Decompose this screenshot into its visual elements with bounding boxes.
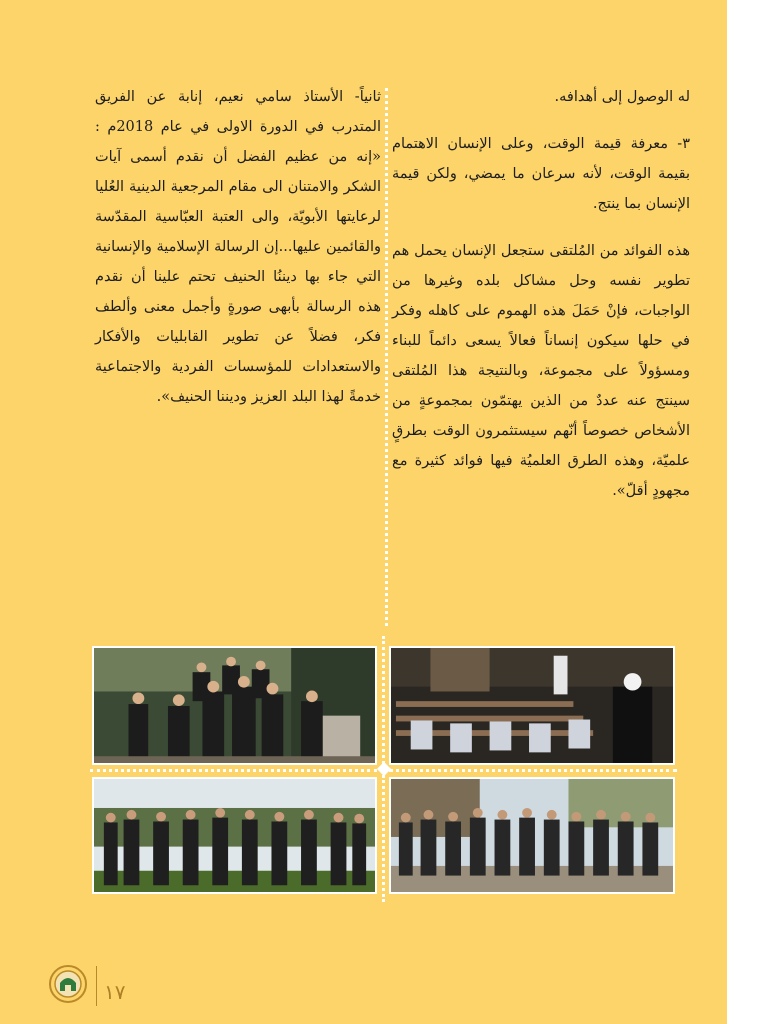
photo-divider [382, 636, 385, 764]
text-column-left [95, 82, 381, 429]
white-margin [727, 0, 767, 1024]
shrine-logo-icon [48, 964, 88, 1004]
seminar-hall-photo [389, 646, 675, 765]
photo-divider [90, 769, 377, 772]
footer-separator [96, 966, 97, 1006]
text-column-right [392, 82, 690, 523]
group-photo-garden [92, 646, 377, 765]
outdoor-group-photo [92, 777, 377, 894]
column-divider [385, 88, 388, 626]
paragraph: ثانياً- الأستاذ سامي نعيم، إنابة عن الفريق المتدرب في الدورة الاولى في عام 2018م : «إنه من عظيم الفضل أن نقدم أسمى آيات الشكر والامتنان الى مقام المرجعية الدينية العُليا لرعايتها الأبويّة، والى العتبة العبّاسية المقدّسة والقائمين عليها...إن الرسالة الإسلامية والإنسانية التي جاء بها ديننُا الحنيف تحتم علينا أن نقدم هذه الرسالة بأبهى صورةٍ وأجمل معنى وألطف فكر، فضلاً عن تطوير القابليات والأفكار والاستعدادات للمؤسسات الفردية والاجتماعية خدمةً لهذا البلد العزيز وديننا الحنيف». [95, 89, 381, 405]
photo-divider [382, 775, 385, 902]
page-number: ١٧ [104, 980, 126, 1004]
courtyard-group-photo [389, 777, 675, 894]
photo-divider [389, 769, 677, 772]
paragraph: هذه الفوائد من المُلتقى ستجعل الإنسان يحمل هم تطوير نفسه وحل مشاكل بلده وغيرها من الواجبات، فإنْ حَمَلَ هذه الهموم على كاهله وفكر في حلها سيكون إنساناً فعالاً يسعى دائماً للبناء ومسؤولاً على مجموعة، وبالنتيجة هذا المُلتقى سينتج عنه عددٌ من الذين يهتمّون بمجموعةٍ من الأشخاص خصوصاً أنّهم سيستثمرون الوقت بطرقٍ علميّة، وهذه الطرق العلميُة فيها فوائد كثيرة مع مجهودٍ أقلّ». [392, 243, 690, 499]
paragraph: له الوصول إلى أهدافه. [554, 89, 690, 105]
paragraph: ٣- معرفة قيمة الوقت، وعلى الإنسان الاهتمام بقيمة الوقت، لأنه سرعان ما يمضي، ولكن قيمة الإنسان بما ينتج. [392, 136, 690, 212]
